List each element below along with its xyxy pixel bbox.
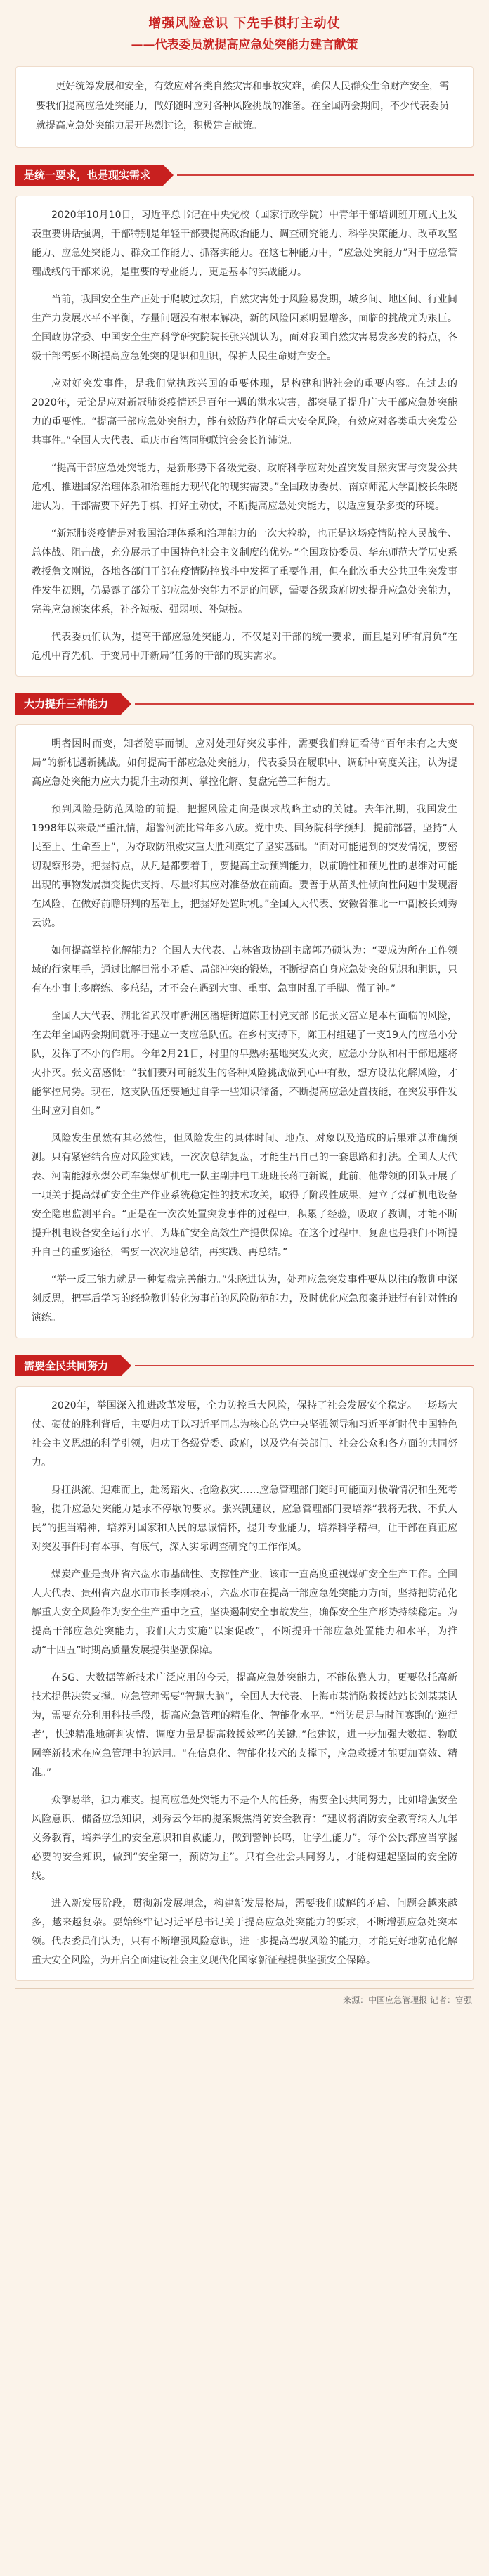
- paragraph: 明者因时而变，知者随事而制。应对处理好突发事件，需要我们辩证看待“百年未有之大变局”的新机遇新挑战。如何提高干部应急处突能力，代表委员在履职中、调研中高度关注，认为提高应急处突能力应大力提升主动预判、掌控化解、复盘完善三种能力。: [32, 738, 457, 788]
- page-subtitle: ——代表委员就提高应急处突能力建言献策: [131, 38, 358, 52]
- section-title: 需要全民共同努力: [15, 1355, 121, 1376]
- paragraph: 进入新发展阶段，贯彻新发展理念，构建新发展格局，需要我们破解的矛盾、问题会越来越多，越来越复杂。要始终牢记习近平总书记关于提高应急处突能力的要求，不断增强应急处突本领。代表委员们认为，只有不断增强风险意识，进一步提高驾驭风险的能力，才能更好地防范化解重大安全风险，为开启全面建设社会主义现代化国家新征程提供坚强安全保障。: [32, 1898, 457, 1966]
- section-title: 是统一要求，也是现实需求: [15, 165, 163, 186]
- paragraph: “提高干部应急处突能力，是新形势下各级党委、政府科学应对处置突发自然灾害与突发公共危机、推进国家治理体系和治理能力现代化的现实需要。”全国政协委员、南京师范大学副校长朱晓进认为，干部需要下好先手棋、打好主动仗，不断提高应急处突能力，以适应复杂多变的环境。: [32, 463, 457, 512]
- section-title: 大力提升三种能力: [15, 693, 121, 715]
- section-card-1: [15, 196, 474, 677]
- paragraph: “举一反三能力就是一种复盘完善能力。”朱晓进认为，处理应急突发事件要从以往的教训中深刻反思，把事后学习的经验教训转化为事前的风险防范能力，及时优化应急预案并进行有针对性的演练。: [32, 1274, 457, 1324]
- section-heading-1: [15, 165, 474, 186]
- paragraph: 风险发生虽然有其必然性，但风险发生的具体时间、地点、对象以及造成的后果难以准确预测。只有紧密结合应对风险实践，一次次总结复盘，才能生出自己的一套思路和打法。全国人大代表、河南能源永煤公司车集煤矿机电一队主副井电工班班长蒋屯新说，此前，他带领的团队开展了一项关于提高煤矿安全生产作业系统稳定性的技术攻关，取得了阶段性成果，建立了煤矿机电设备安全隐患监测平台。“正是在一次次处置突发事件的过程中，积累了经验，吸取了教训，才能不断提升机电设备安全运行水平，为煤矿安全高效生产提供保障。在这个过程中，复盘也是我们不断提升自己的重要途径，需要一次次地总结，再实践、再总结。”: [32, 1133, 457, 1258]
- paragraph: 当前，我国安全生产正处于爬坡过坎期，自然灾害处于风险易发期，城乡间、地区间、行业间生产力发展水平不平衡，存量问题没有根本解决，新的风险因素明显增多，面临的挑战尤为艰巨。全国政协常委、中国安全生产科学研究院院长张兴凯认为，面对我国自然灾害易发多发的特点，各级干部需要不断提高应急处突的见识和胆识，保护人民生命财产安全。: [32, 294, 457, 362]
- page-title: 增强风险意识 下先手棋打主动仗: [148, 16, 341, 31]
- paragraph: 在5G、大数据等新技术广泛应用的今天，提高应急处突能力，不能依靠人力，更要依托高新技术提供决策支撑。应急管理需要“智慧大脑”，全国人大代表、上海市某消防救援站站长刘某某认为，需要充分利用科技手段，提高应急管理的精准化、智能化水平。“消防员是与时间赛跑的‘逆行者’，快速精准地研判灾情、调度力量是提高救援效率的关键。”他建议，进一步加强大数据、物联网等新技术在应急管理中的运用。“在信息化、智能化技术的支撑下，应急救援才能更加高效、精准。”: [32, 1672, 457, 1779]
- paragraph: 如何提高掌控化解能力？全国人大代表、吉林省政协副主席郭乃硕认为：“要成为所在工作领域的行家里手，通过比解目常小矛盾、局部冲突的锻炼，不断提高自身应急处突的见识和胆识，只有在小事上多磨练、多总结，才不会在遇到大事、重事、急事时乱了手脚、慌了神。”: [32, 945, 457, 994]
- paragraph: 2020年，举国深入推进改革发展，全力防控重大风险，保持了社会发展安全稳定。一场场大仗、硬仗的胜利背后，主要归功于以习近平同志为核心的党中央坚强领导和习近平新时代中国特色社会主义思想的科学引领，归功于各级党委、政府，以及党有关部门、社会公众和各方面的共同努力。: [32, 1400, 457, 1468]
- lede-paragraph: 更好统筹发展和安全，有效应对各类自然灾害和事故灾难，确保人民群众生命财产安全，需要我们提高应急处突能力，做好随时应对各种风险挑战的准备。在全国两会期间，不少代表委员就提高应急处突能力展开热烈讨论，积极建言献策。: [36, 81, 449, 132]
- paragraph: “新冠肺炎疫情是对我国治理体系和治理能力的一次大检验，也正是这场疫情防控人民战争、总体战、阻击战，充分展示了中国特色社会主义制度的优势。”全国政协委员、华东师范大学历史系教授詹文刚说，各地各部门干部在疫情防控战斗中发挥了重要作用，但在此次重大公共卫生突发事件发生初期，仍暴露了部分干部应急处突能力不足的问题，需要各级政府切实提升应急处突能力，完善应急预案体系，补齐短板、强弱项、补短板。: [32, 528, 457, 615]
- paragraph: 全国人大代表、湖北省武汉市新洲区潘塘街道陈王村党支部书记张文富立足本村面临的风险，在去年全国两会期间就呼吁建立一支应急队伍。在乡村支持下，陈王村组建了一支19人的应急小分队，发挥了不小的作用。今年2月21日，村里的早熟桃基地突发火灾，应急小分队和村干部迅速将火扑灭。张文富感慨：“我们要对可能发生的各种风险挑战做到心中有数，想方设法化解风险，才能掌控局势。现在，这支队伍还要通过自学一些知识储备，不断提高应急处置技能，在突发事件发生时应对自如。”: [32, 1011, 457, 1117]
- source-credit: 来源：中国应急管理报 记者：富强: [343, 1995, 472, 2005]
- section-divider: [177, 174, 474, 176]
- paragraph: 众擎易举，独力难支。提高应急处突能力不是个人的任务，需要全民共同努力，比如增强安全风险意识、储备应急知识，刘秀云今年的提案聚焦消防安全教育：“建议将消防安全教育纳入九年义务教育，培养学生的安全意识和自救能力，做到警钟长鸣，让学生能力”。每个公民都应当掌握必要的安全知识，做到“安全第一，预防为主”。只有全社会共同努力，才能构建起坚固的安全防线。: [32, 1795, 457, 1882]
- footer-divider: [15, 1988, 474, 1989]
- section-heading-2: [15, 693, 474, 715]
- section-divider: [135, 703, 474, 705]
- paragraph: 煤炭产业是贵州省六盘水市基础性、支撑性产业，该市一直高度重视煤矿安全生产工作。全国人大代表、贵州省六盘水市市长李刚表示，六盘水市在提高干部应急处突能力方面，坚持把防范化解重大安全风险作为安全生产重中之重，坚决遏制安全事故发生，确保安全生产形势持续稳定。为提高干部应急处突能力，我们大力实施“以案促改”，不断提升干部应急处置能力和水平，为推动“十四五”时期高质量发展提供坚强保障。: [32, 1569, 457, 1656]
- section-card-2: [15, 724, 474, 1338]
- section-card-3: [15, 1386, 474, 1981]
- paragraph: 身扛洪流、迎难而上，赴汤蹈火、抢险救灾……应急管理部门随时可能面对极端情况和生死考验，提升应急处突能力是永不停歇的要求。张兴凯建议，应急管理部门要培养“我将无我、不负人民”的担当精神，培养对国家和人民的忠诚情怀，提升专业能力，培养科学精神，让干部在真正应对突发事件时有本事、有底气，深入实际调查研究的工作作风。: [32, 1485, 457, 1553]
- section-divider: [135, 1365, 474, 1366]
- paragraph: 预判风险是防范风险的前提，把握风险走向是谋求战略主动的关键。去年汛期，我国发生1998年以来最严重汛情，超警河流比常年多八成。党中央、国务院科学预判，提前部署，坚持“人民至上、生命至上”，为夺取防汛救灾重大胜利奠定了坚实基础。“面对可能遇到的突发情况，要密切观察形势，把握特点，从凡是都要着手，要提高主动预判能力，以前瞻性和预见性的思维对可能出现的事物发展演变提供支持，尽量将其应对准备放在前面。要善于从苗头性倾向性问题中发现潜在风险，在做好前瞻研判的基础上，把握好处置时机。”全国人大代表、安徽省淮北一中副校长刘秀云说。: [32, 804, 457, 929]
- paragraph: 代表委员们认为，提高干部应急处突能力，不仅是对干部的统一要求，而且是对所有肩负“在危机中育先机、于变局中开新局”任务的干部的现实需求。: [32, 632, 457, 662]
- lede-box: [15, 66, 474, 148]
- paragraph: 2020年10月10日，习近平总书记在中央党校（国家行政学院）中青年干部培训班开班式上发表重要讲话强调，干部特别是年轻干部要提高政治能力、调查研究能力、科学决策能力、改革攻坚能力、应急处突能力、群众工作能力、抓落实能力。在这七种能力中，“应急处突能力”对于应急管理战线的干部来说，是重要的专业能力，更是基本的实战能力。: [32, 210, 457, 278]
- section-heading-3: [15, 1355, 474, 1376]
- paragraph: 应对好突发事件，是我们党执政兴国的重要体现，是构建和谐社会的重要内容。在过去的2020年，无论是应对新冠肺炎疫情还是百年一遇的洪水灾害，都突显了提升广大干部应急处突能力的重要性。“提高干部应急处突能力，能有效防范化解重大安全风险，有效应对各类重大突发公共事件。”全国人大代表、重庆市台湾同胞联谊会会长许沛说。: [32, 378, 457, 447]
